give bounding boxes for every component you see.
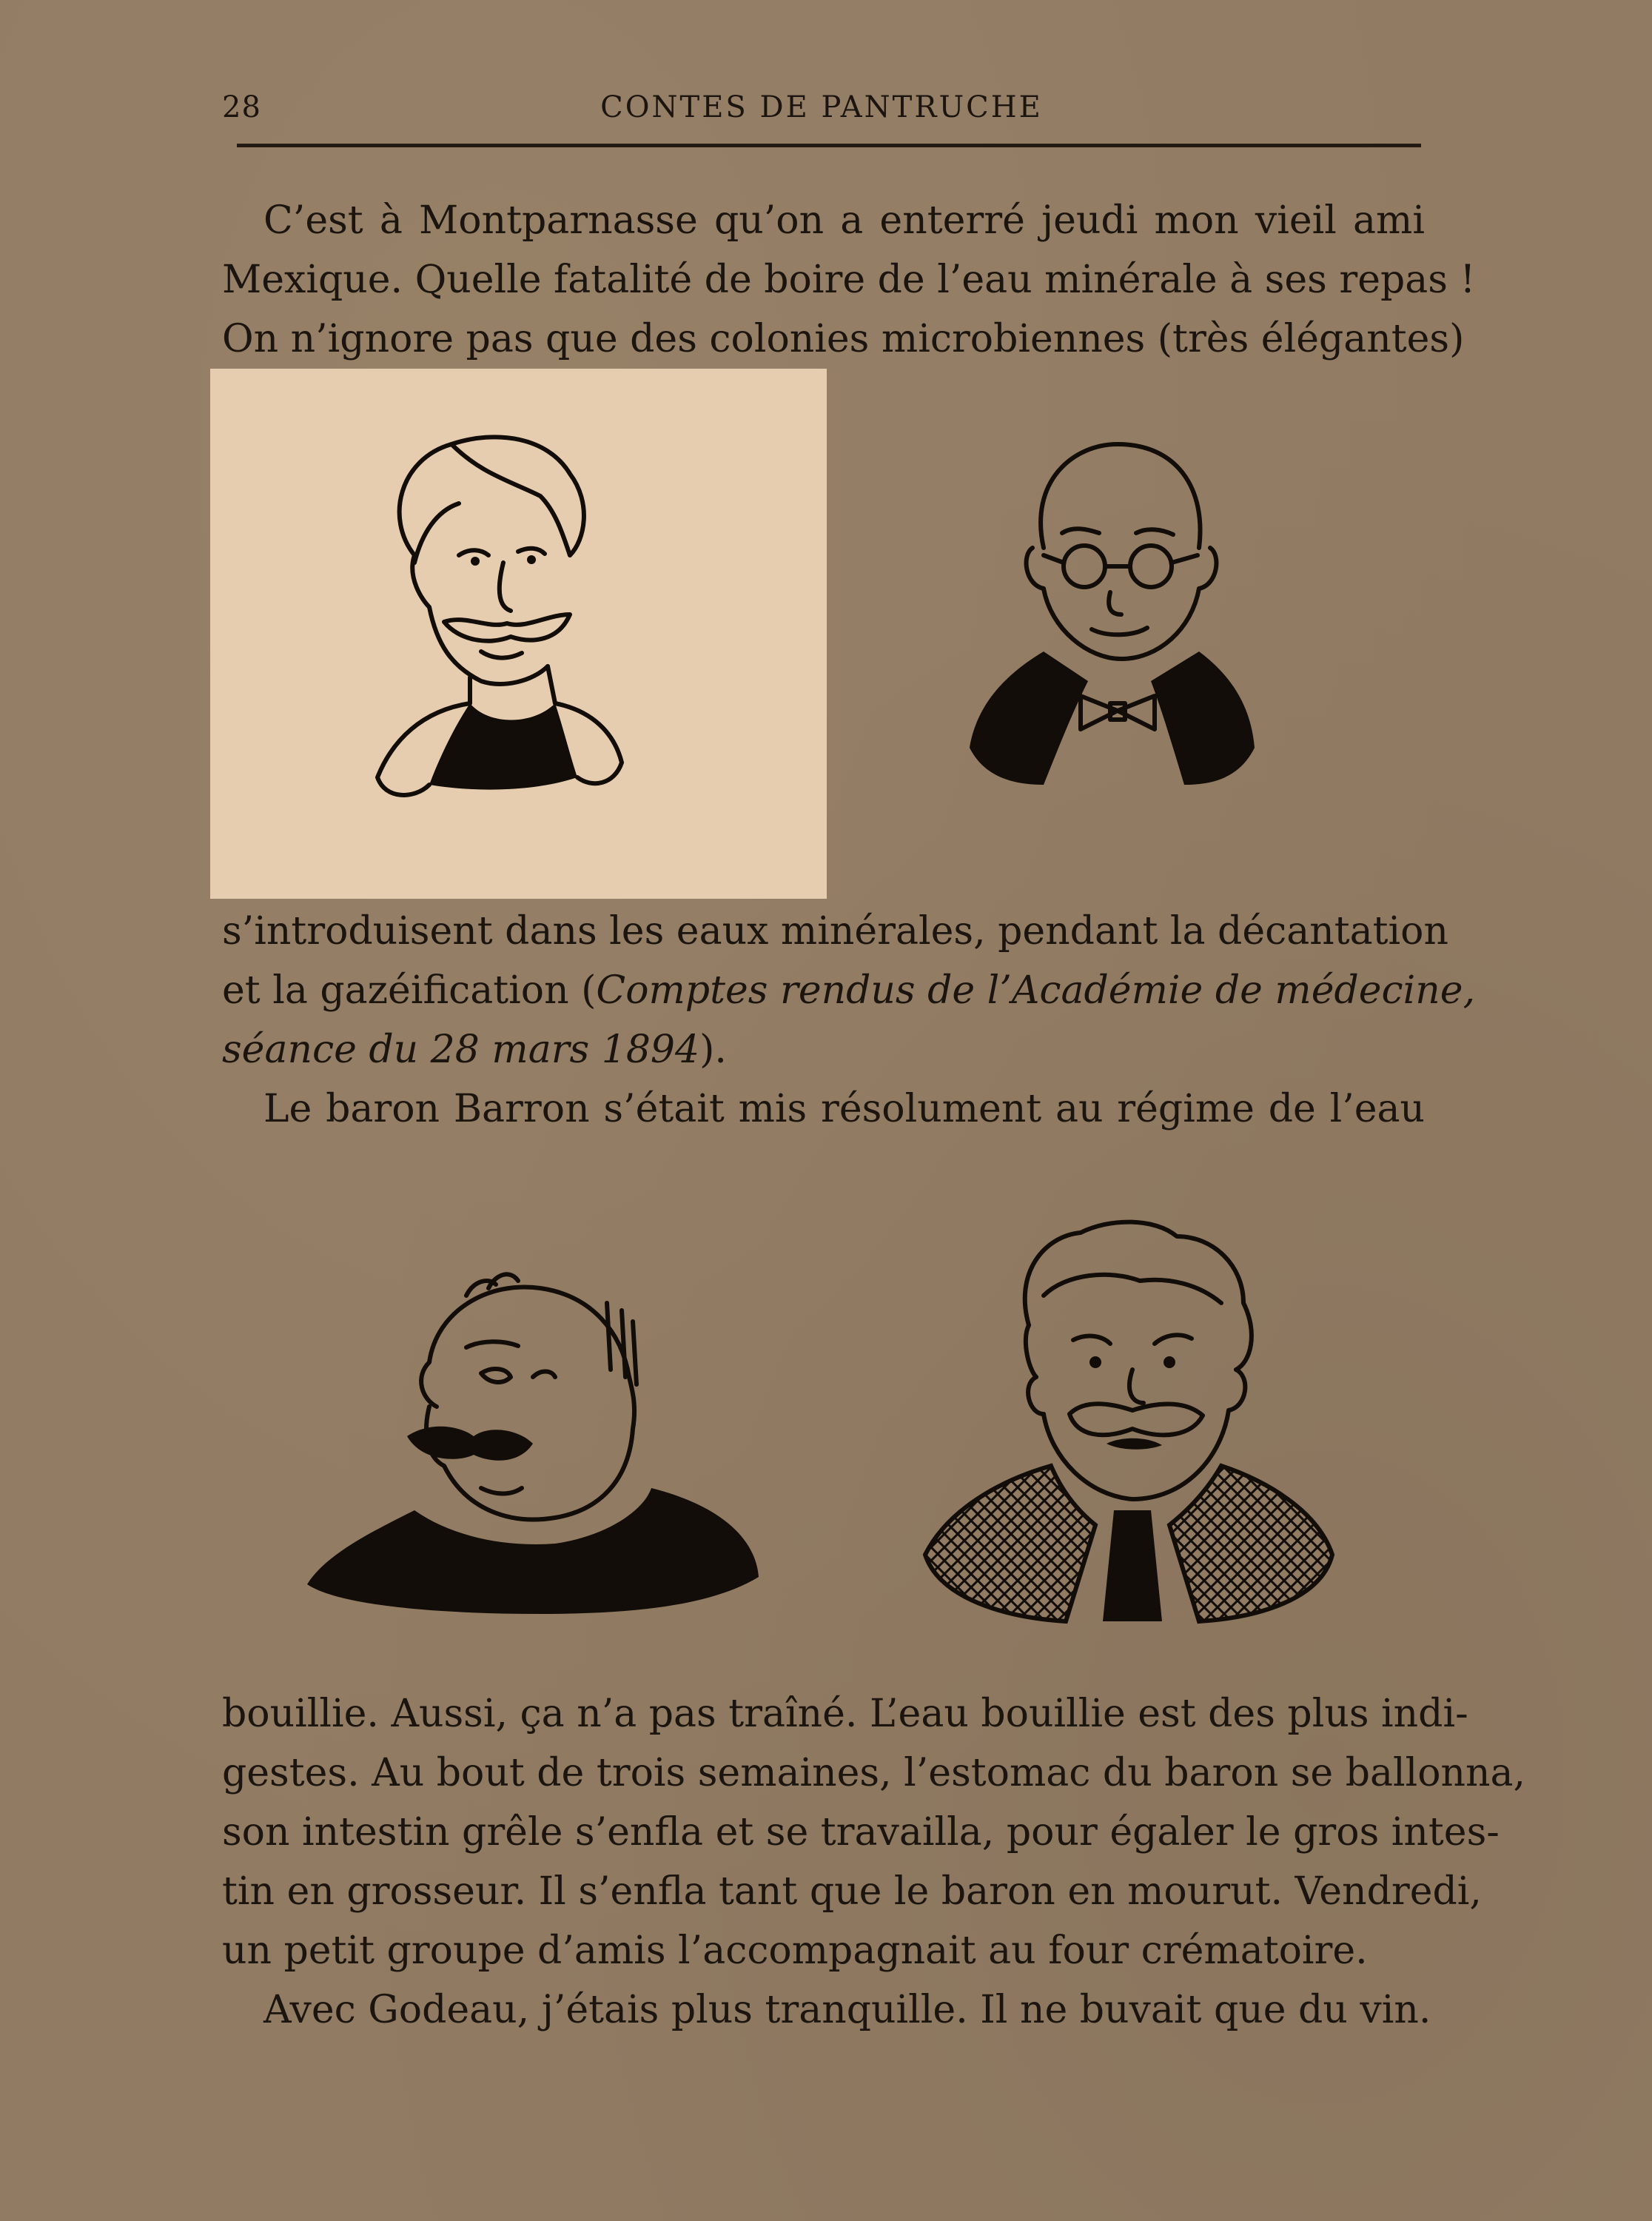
caricature-curly-hair-man-checked-coat-icon: [918, 1214, 1340, 1629]
header-rule: [237, 144, 1421, 147]
text-line: tin en grosseur. Il s’enfla tant que le baron en mourut. Vendredi,: [222, 1869, 1482, 1914]
text-line: Le baron Barron s’était mis résolument au régime de l’eau: [263, 1087, 1425, 1131]
text-line: un petit groupe d’amis l’accompagnait au four crématoire.: [222, 1929, 1368, 1973]
text-line: gestes. Au bout de trois semaines, l’estomac du baron se ballonna,: [222, 1751, 1526, 1795]
paragraph-2: [222, 902, 1476, 1139]
text-line: [222, 961, 1476, 1020]
text-line: Mexique. Quelle fatalité de boire de l’eau minérale à ses repas !: [222, 258, 1476, 302]
text-line: Avec Godeau, j’étais plus tranquille. Il ne buvait que du vin.: [263, 1988, 1431, 2032]
text-line: son intestin grêle s’enfla et se travailla, pour égaler le gros intes-: [222, 1810, 1500, 1855]
text-segment: et la gazéification (: [222, 968, 597, 1013]
text-line: [222, 1020, 1425, 1079]
running-title: CONTES DE PANTRUCHE: [600, 90, 1043, 124]
text-line: s’introduisent dans les eaux minérales, pendant la décantation: [222, 909, 1448, 954]
citation-italic: Comptes rendus de l’Académie de médecine,: [596, 968, 1476, 1013]
text-line: bouillie. Aussi, ça n’a pas traîné. L’eau bouillie est des plus indi-: [222, 1692, 1468, 1736]
citation-italic: séance du 28 mars 1894: [222, 1028, 700, 1072]
paragraph-3: [222, 1684, 1526, 2040]
text-line: On n’ignore pas que des colonies microbiennes (très élégantes): [222, 317, 1465, 361]
caricature-young-man-mustache-icon: [370, 429, 651, 829]
caricature-bald-man-mustache-icon: [296, 1266, 770, 1621]
text-segment: ).: [699, 1028, 727, 1072]
text-line: C’est à Montparnasse qu’on a enterré jeudi mon vieil ami: [263, 198, 1425, 243]
paragraph-1: [222, 191, 1476, 369]
page-header: [222, 83, 1421, 127]
caricature-bald-man-glasses-icon: [962, 437, 1258, 807]
page-number: 28: [222, 90, 261, 124]
